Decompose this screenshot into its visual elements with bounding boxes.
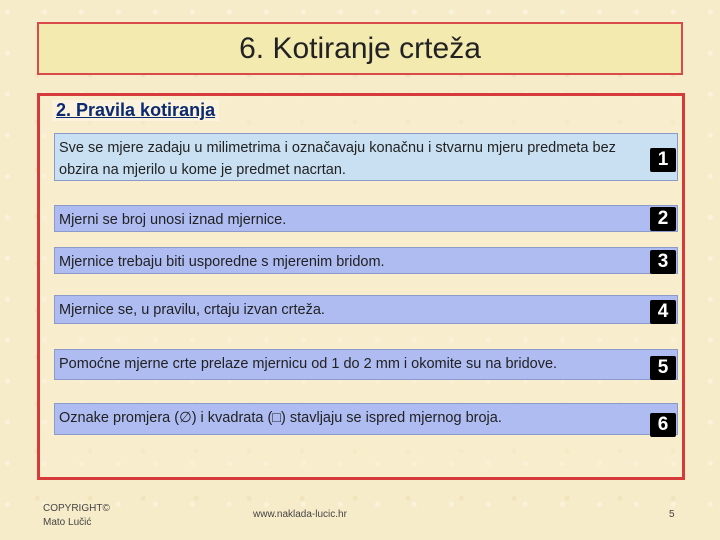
copyright-notice [43, 502, 110, 530]
rule-2-text: Mjerni se broj unosi iznad mjernice. [59, 212, 287, 228]
rule-5-number-badge: 5 [650, 356, 676, 380]
rule-5 [54, 349, 678, 380]
rule-5-text: Pomoćne mjerne crte prelaze mjernicu od 1 do 2 mm i okomite su na bridove. [59, 356, 558, 372]
rule-4-text: Mjernice se, u pravilu, crtaju izvan crteža. [59, 302, 325, 318]
rules-panel [37, 93, 685, 480]
rule-4-number-badge: 4 [650, 300, 676, 324]
author-name: Mato Lučić [43, 517, 92, 528]
rule-3 [54, 247, 678, 274]
rule-1-number-badge: 1 [650, 148, 676, 172]
page-number: 5 [669, 509, 675, 520]
section-heading: 2. Pravila kotiranja [52, 100, 219, 121]
rule-3-text: Mjernice trebaju biti usporedne s mjerenim bridom. [59, 254, 385, 270]
slide-title: 6. Kotiranje crteža [37, 22, 683, 75]
rule-6-text: Oznake promjera (∅) i kvadrata (□) stavljaju se ispred mjernog broja. [59, 410, 502, 426]
rule-2-number-badge: 2 [650, 207, 676, 231]
rule-6 [54, 403, 678, 435]
rule-6-number-badge: 6 [650, 413, 676, 437]
copyright-line: COPYRIGHT© [43, 503, 110, 514]
website-link[interactable]: www.naklada-lucic.hr [253, 509, 347, 520]
rule-1-text: Sve se mjere zadaju u milimetrima i označavaju konačnu i stvarnu mjeru predmeta bez obzira na mjerilo u kome je predmet nacrtan. [59, 140, 616, 178]
rule-1 [54, 133, 678, 181]
rule-4 [54, 295, 678, 324]
rule-3-number-badge: 3 [650, 250, 676, 274]
rule-2 [54, 205, 678, 232]
